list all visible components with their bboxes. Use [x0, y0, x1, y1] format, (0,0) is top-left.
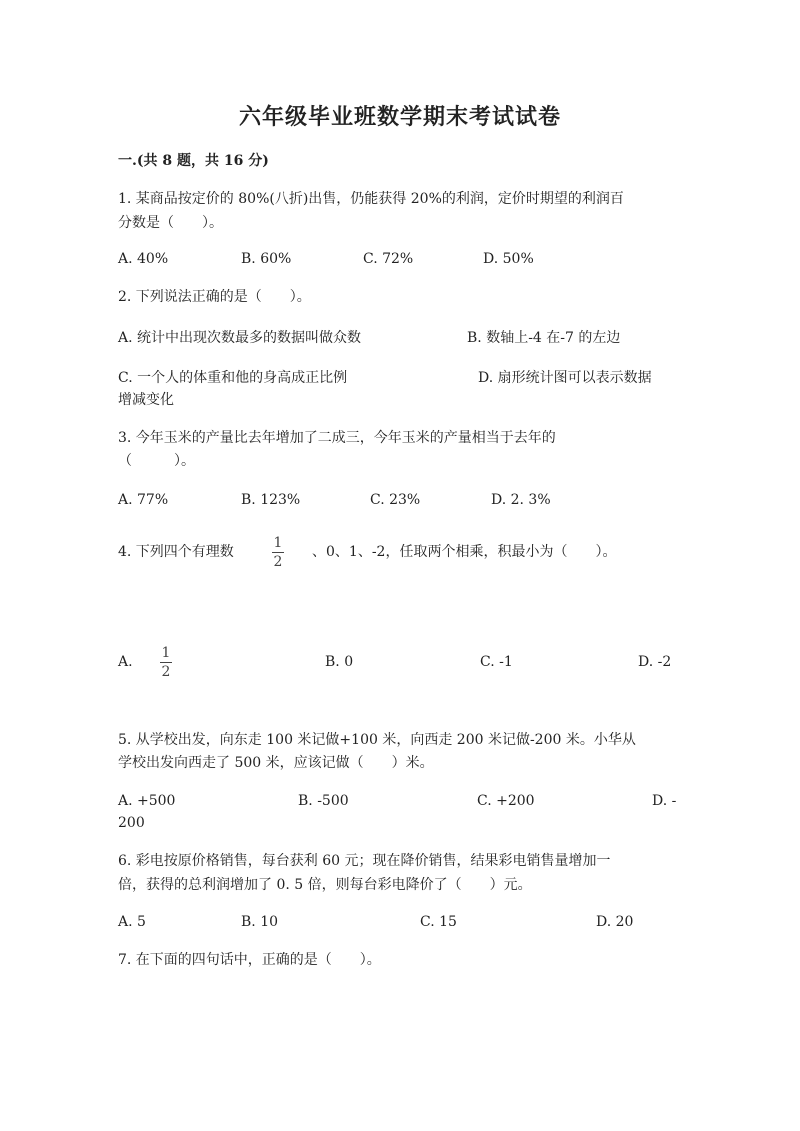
section-heading: 一.(共 8 题，共 16 分)	[118, 153, 269, 169]
question-2-option-c: C. 一个人的体重和他的身高成正比例	[118, 370, 348, 386]
fraction-numerator: 1	[273, 535, 283, 551]
fraction-denominator: 2	[273, 554, 283, 570]
question-1-option-a: A. 40%	[118, 251, 169, 267]
question-4-prefix: 4. 下列四个有理数	[118, 544, 234, 560]
question-5-option-d: D. -	[652, 793, 677, 809]
fraction-denominator: 2	[161, 664, 171, 680]
question-3-option-c: C. 23%	[370, 492, 421, 508]
question-7-line-1: 7. 在下面的四句话中，正确的是（ ）。	[118, 952, 381, 968]
question-5-option-d-continued: 200	[118, 815, 145, 831]
question-1-option-b: B. 60%	[241, 251, 292, 267]
fraction-bar	[272, 552, 284, 553]
question-6-line-2: 倍，获得的总利润增加了 0. 5 倍，则每台彩电降价了（ ）元。	[118, 877, 532, 893]
fraction-one-half	[272, 535, 284, 570]
question-2-option-d: D. 扇形统计图可以表示数据	[478, 370, 652, 386]
question-3-option-d: D. 2. 3%	[491, 492, 551, 508]
option-a-fraction-one-half	[160, 645, 172, 680]
question-2-option-b: B. 数轴上-4 在-7 的左边	[467, 330, 621, 346]
question-3-option-a: A. 77%	[118, 492, 169, 508]
question-5-option-c: C. +200	[477, 793, 535, 809]
question-6-line-1: 6. 彩电按原价格销售，每台获利 60 元；现在降价销售，结果彩电销售量增加一	[118, 853, 611, 869]
question-5-option-a: A. +500	[118, 793, 176, 809]
question-4-option-d: D. -2	[638, 654, 672, 670]
question-3-line-1: 3. 今年玉米的产量比去年增加了二成三，今年玉米的产量相当于去年的	[118, 430, 556, 446]
question-1-line-1: 1. 某商品按定价的 80%(八折)出售，仍能获得 20%的利润，定价时期望的利润百	[118, 191, 624, 207]
question-5-line-2: 学校出发向西走了 500 米，应该记做（ ）米。	[118, 755, 434, 771]
question-4-suffix: 、0、1、-2，任取两个相乘，积最小为（ ）。	[312, 544, 617, 560]
question-6-option-d: D. 20	[596, 914, 634, 930]
question-6-option-c: C. 15	[420, 914, 457, 930]
fraction-bar	[160, 662, 172, 663]
question-5-option-b: B. -500	[298, 793, 349, 809]
page-title: 六年级毕业班数学期末考试试卷	[238, 104, 561, 130]
question-2-line-1: 2. 下列说法正确的是（ ）。	[118, 289, 311, 305]
question-6-option-a: A. 5	[118, 914, 146, 930]
question-4-option-a: A.	[118, 654, 133, 670]
question-1-option-d: D. 50%	[483, 251, 534, 267]
fraction-numerator: 1	[161, 645, 171, 661]
question-1-option-c: C. 72%	[363, 251, 414, 267]
question-1-line-2: 分数是（ ）。	[118, 215, 223, 231]
question-6-option-b: B. 10	[241, 914, 279, 930]
question-4-option-c: C. -1	[480, 654, 513, 670]
question-2-option-a: A. 统计中出现次数最多的数据叫做众数	[118, 330, 362, 346]
question-3-line-2: （ ）。	[118, 453, 195, 469]
question-4-option-b: B. 0	[325, 654, 354, 670]
question-2-option-d-continued: 增减变化	[118, 392, 174, 408]
question-5-line-1: 5. 从学校出发，向东走 100 米记做+100 米，向西走 200 米记做-200 米。小华从	[118, 732, 636, 748]
question-3-option-b: B. 123%	[241, 492, 301, 508]
